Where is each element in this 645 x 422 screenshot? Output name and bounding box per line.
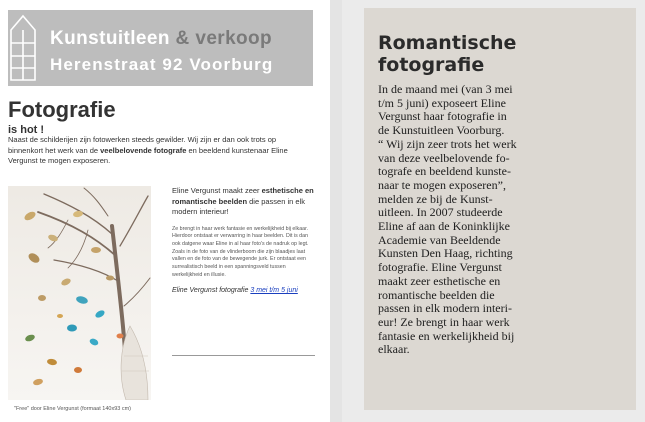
page-title: Fotografie bbox=[8, 97, 116, 122]
page-subtitle: is hot ! bbox=[8, 124, 45, 136]
banner-name: Kunstuitleen & verkoop bbox=[50, 28, 273, 49]
body-paragraph: Ze brengt in haar werk fantasie en werkelijkheid bij elkaar. Hierdoor ontstaat er verwarring in haar beelden. Dit is dan ook datgene waar Eline in al haar foto's de nadruk op legt. Zoals in de foto van de vlinderboom die zijn blaadjes laat vallen en de foto van de bewegende jurk. Er ontstaat een surrealistisch beeld in een spanningsveld tussen werkelijkheid en illusie. bbox=[172, 225, 309, 278]
banner bbox=[8, 10, 313, 86]
clipping-headline: Romantische fotografie bbox=[378, 32, 517, 76]
divider bbox=[172, 355, 315, 356]
banner-address: Herenstraat 92 Voorburg bbox=[50, 55, 274, 74]
exhibition-credit: Eline Vergunst fotografie 3 mei t/m 5 juni bbox=[172, 287, 298, 295]
article-column bbox=[172, 186, 317, 294]
page-gutter bbox=[330, 0, 342, 422]
clipping-body: In de maand mei (van 3 mei t/m 5 juni) exposeert Eline Vergunst haar fotografie in de Kunstuitleen Voorburg. “ Wij zijn zeer trots het werk van deze veelbelovende fo- tografe en beeldend kunste- naar te mogen exposeren”, melden ze bij de Kunst- uitleen. In 2007 studeerde Eline af aan de Koninklijke Academie van Beeldende Kunsten Den Haag, richting fotografie. Eline Vergunst maakt zeer esthetische en romantische beelden die passen in elk modern interi- eur! Ze brengt in haar werk fantasie en werkelijkheid bij elkaar. bbox=[378, 82, 517, 357]
photo-caption: "Free" door Eline Vergunst (formaat 140x93 cm) bbox=[14, 406, 132, 412]
butterfly-tree-photo bbox=[8, 186, 151, 400]
exhibition-dates-link[interactable]: 3 mei t/m 5 juni bbox=[250, 287, 298, 295]
house-logo-icon bbox=[8, 10, 38, 86]
intro-paragraph: Naast de schilderijen zijn fotowerken steeds gewilder. Wij zijn er dan ook trots op binnenkort het werk van de veelbelovende fotografe en beeldend kunstenaar Eline Vergunst te mogen exposeren. bbox=[8, 135, 288, 165]
lead-paragraph: Eline Vergunst maakt zeer esthetische en romantische beelden die passen in elk modern interieur! bbox=[172, 186, 314, 216]
newspaper-clipping bbox=[364, 8, 636, 410]
artwork-photo bbox=[8, 186, 151, 400]
